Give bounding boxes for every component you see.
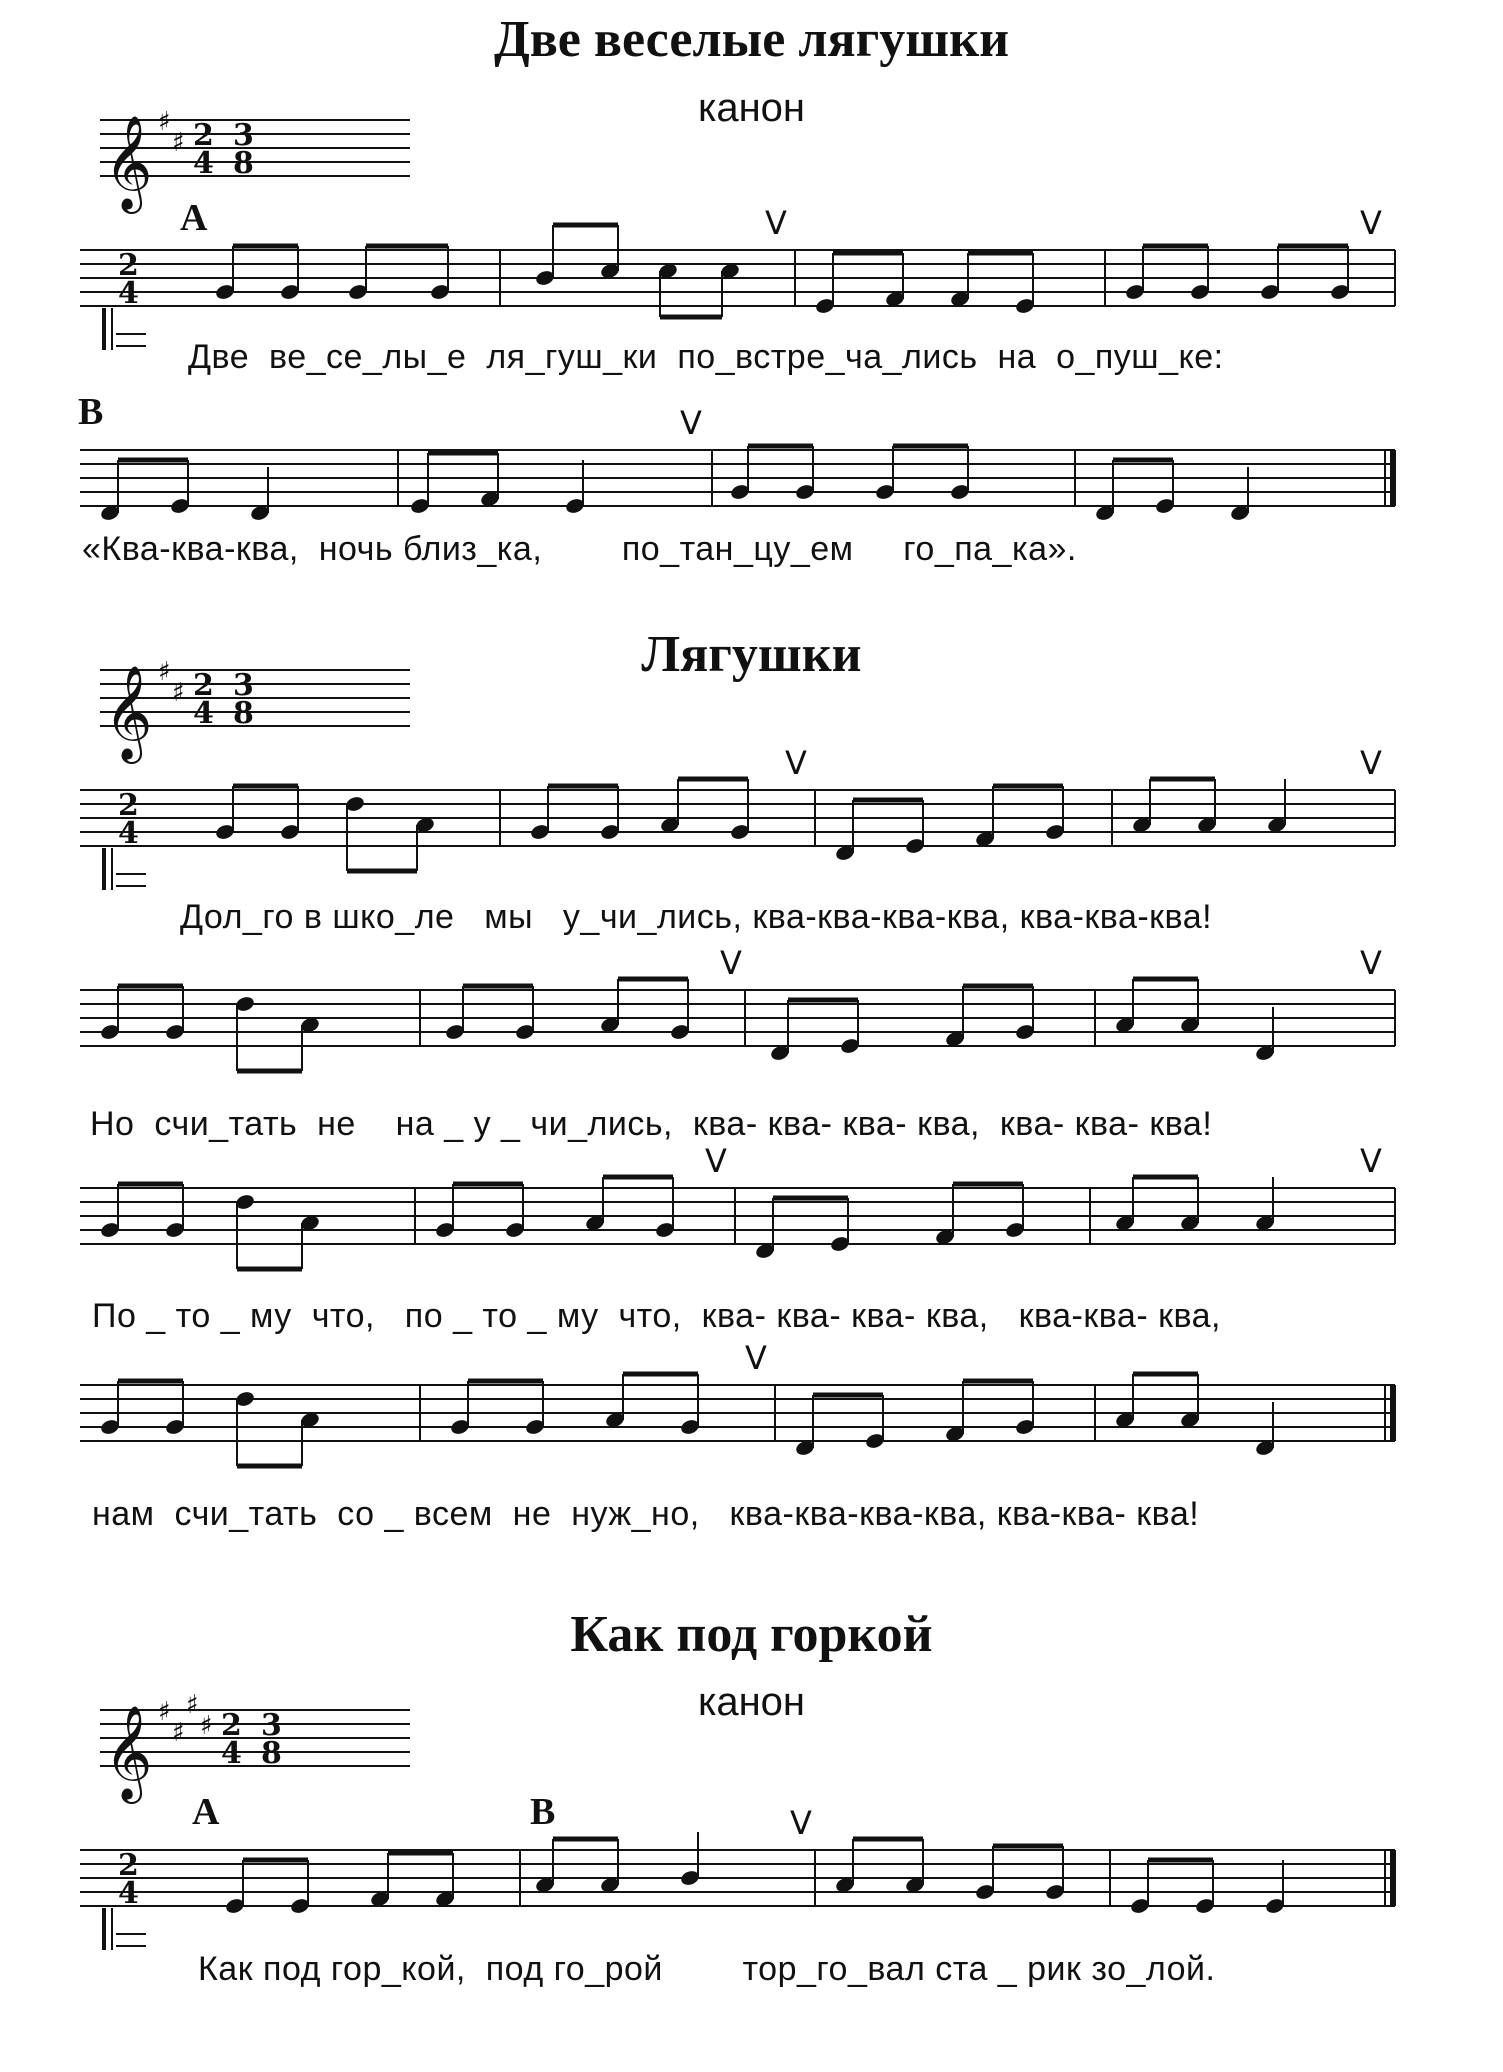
key-signature-staff [0, 650, 420, 760]
time-signature-3-8-top: 3 [233, 118, 254, 153]
time-signature-3-8-bottom: 8 [233, 696, 254, 731]
time-signature-top: 2 [118, 248, 139, 283]
music-staff [0, 1142, 1503, 1278]
sharp-icon: ♯ [172, 678, 185, 708]
time-signature-2-4-bottom: 4 [221, 1736, 242, 1771]
music-staff [0, 944, 1503, 1080]
time-signature-bottom: 4 [118, 1876, 139, 1911]
music-staff [0, 744, 1503, 880]
lyric-line: Но счи_тать не на _ у _ чи_лись, ква- ква- ква- ква, ква- ква- ква! [90, 1105, 1213, 1143]
breath-mark-icon: V [745, 1339, 767, 1377]
time-signature-2-4-top: 2 [193, 118, 214, 153]
breath-mark-icon: V [1360, 204, 1382, 242]
time-signature-3-8-bottom: 8 [233, 146, 254, 181]
time-signature-3-8-top: 3 [261, 1708, 282, 1743]
time-signature-2-4-bottom: 4 [193, 146, 214, 181]
section-letter-a: A [180, 197, 208, 239]
lyric-line: Как под гор_кой, под го_рой тор_го_вал ста _ рик зо_лой. [198, 1950, 1216, 1988]
breath-mark-icon: V [680, 404, 702, 442]
lyric-line: Дол_го в шко_ле мы у_чи_лись, ква-ква-ква-ква, ква-ква-ква! [180, 898, 1213, 936]
time-signature-2-4-top: 2 [193, 668, 214, 703]
lyric-line: «Ква-ква-ква, ночь близ_ка, по_тан_цу_ем го_па_ка». [82, 530, 1077, 568]
time-signature-top: 2 [118, 1848, 139, 1883]
song3-title: Как под горкой [570, 1606, 933, 1663]
sharp-icon: ♯ [158, 657, 171, 687]
music-staff [0, 1804, 1503, 1940]
breath-mark-icon: V [720, 944, 742, 982]
lyric-line: По _ то _ му что, по _ то _ му что, ква- ква- ква- ква, ква-ква- ква, [92, 1297, 1222, 1335]
breath-mark-icon: V [785, 744, 807, 782]
sharp-icon: ♯ [172, 1718, 185, 1748]
breath-mark-icon: V [1360, 944, 1382, 982]
music-staff [0, 1339, 1503, 1475]
time-signature-top: 2 [118, 788, 139, 823]
song1-title: Две веселые лягушки [493, 11, 1010, 68]
song3-subtitle: канон [697, 1680, 806, 1724]
music-staff [0, 404, 1503, 540]
song2-title: Лягушки [641, 626, 862, 683]
section-letter-b: B [78, 391, 104, 433]
treble-clef-icon: 𝄞 [104, 115, 153, 210]
time-signature-3-8-top: 3 [233, 668, 254, 703]
sharp-icon: ♯ [186, 1690, 199, 1720]
breath-mark-icon: V [790, 1804, 812, 1842]
sharp-icon: ♯ [172, 128, 185, 158]
song1-subtitle: канон [697, 86, 806, 130]
breath-mark-icon: V [1360, 744, 1382, 782]
sharp-icon: ♯ [158, 1697, 171, 1727]
key-signature-staff [0, 100, 420, 210]
time-signature-bottom: 4 [118, 276, 139, 311]
breath-mark-icon: V [705, 1142, 727, 1180]
key-signature-staff [0, 1690, 420, 1800]
breath-mark-icon: V [1360, 1142, 1382, 1180]
lyric-line: Две ве_се_лы_е ля_гуш_ки по_встре_ча_лись на о_пуш_ке: [188, 338, 1224, 376]
sharp-icon: ♯ [158, 107, 171, 137]
section-letter-b: B [530, 1791, 556, 1833]
time-signature-2-4-top: 2 [221, 1708, 242, 1743]
section-letter-a: A [192, 1791, 220, 1833]
lyric-line: нам счи_тать со _ всем не нуж_но, ква-ква-ква-ква, ква-ква- ква! [92, 1495, 1200, 1533]
time-signature-bottom: 4 [118, 816, 139, 851]
music-staff [0, 204, 1503, 340]
time-signature-2-4-bottom: 4 [193, 696, 214, 731]
treble-clef-icon: 𝄞 [104, 1705, 153, 1800]
sharp-icon: ♯ [200, 1711, 213, 1741]
treble-clef-icon: 𝄞 [104, 665, 153, 760]
time-signature-3-8-bottom: 8 [261, 1736, 282, 1771]
breath-mark-icon: V [765, 204, 787, 242]
